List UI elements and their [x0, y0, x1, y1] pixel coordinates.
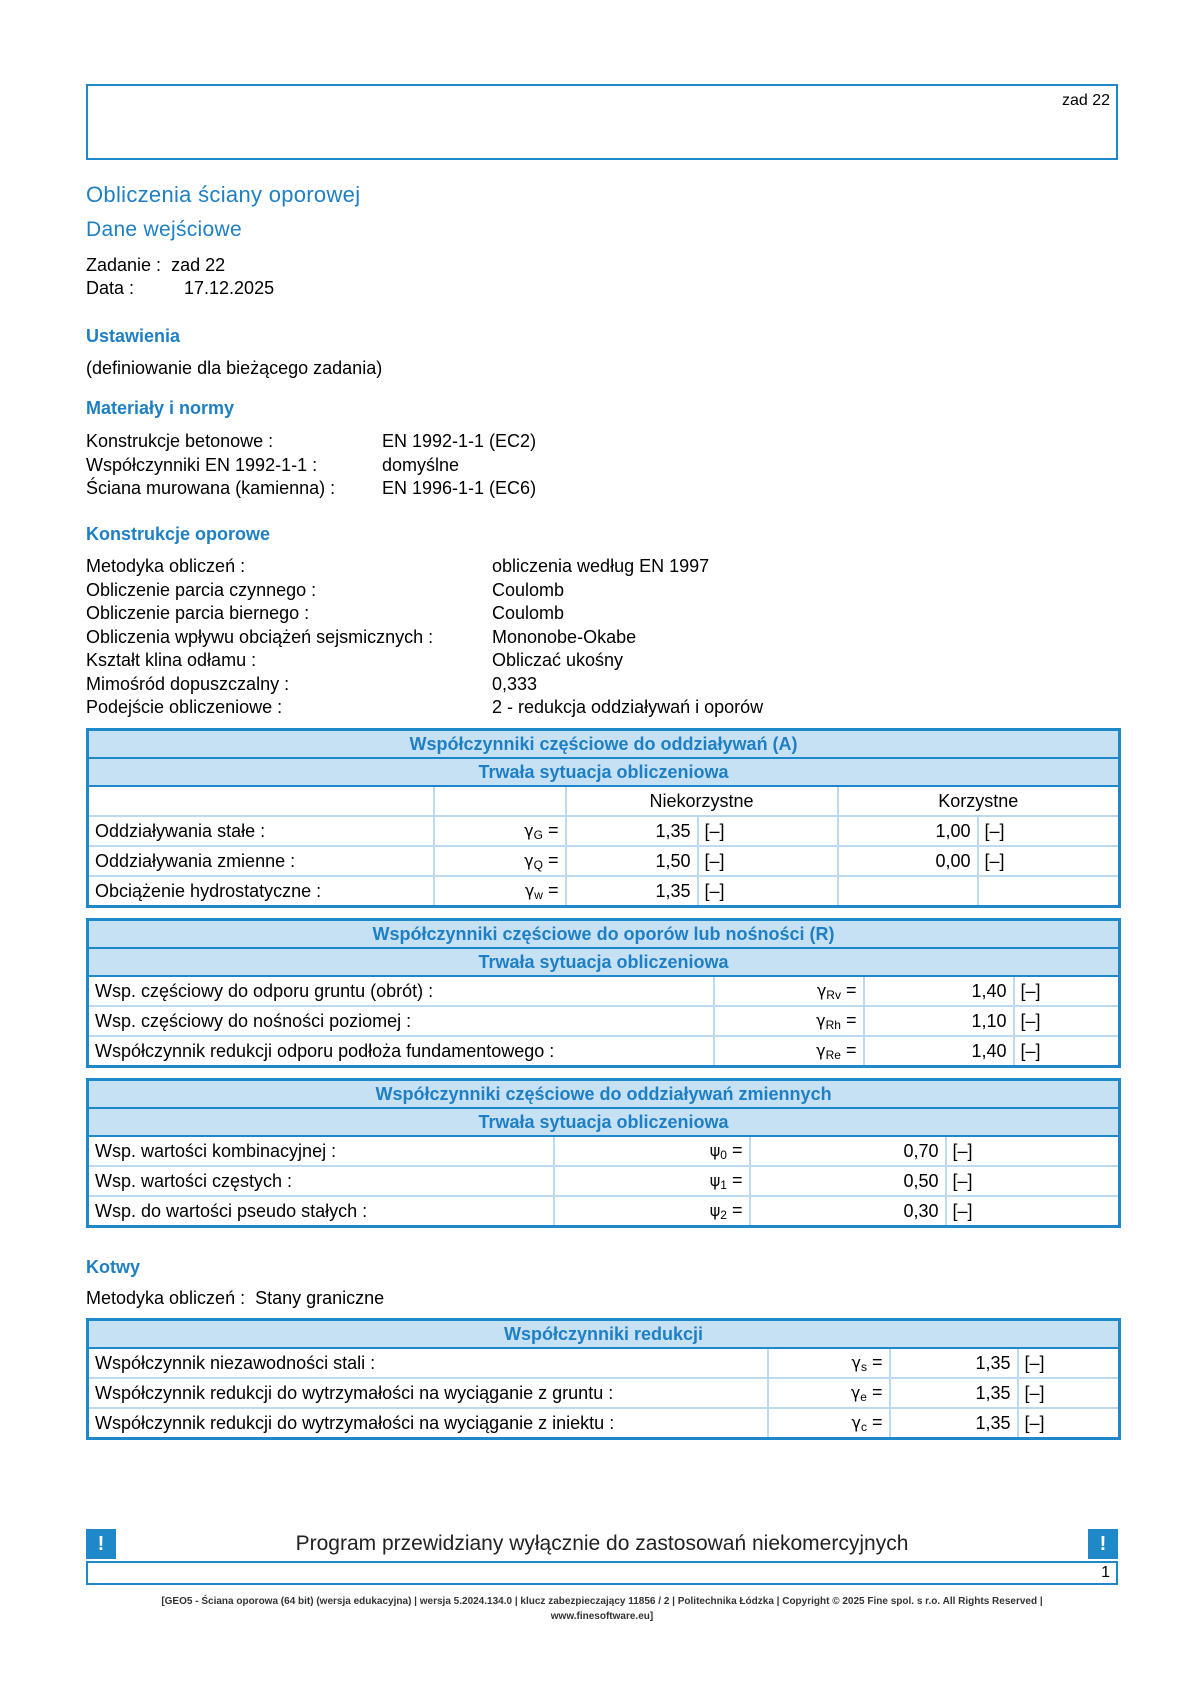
partial-factors-variable-table — [86, 1078, 1121, 1228]
col-unfavourable: Niekorzystne — [566, 786, 838, 816]
header-tag: zad 22 — [1061, 92, 1110, 109]
table-row: Współczynnik redukcji do wytrzymałości na wyciąganie z gruntu : $\gamma_e$ = 1,35 [–] — [88, 1378, 1120, 1408]
partial-factors-actions-table — [86, 728, 1121, 908]
table-subtitle: Trwała sytuacja obliczeniowa — [88, 758, 1120, 786]
table-subtitle: Trwała sytuacja obliczeniowa — [88, 948, 1120, 976]
table-row: Oddziaływania stałe : $\gamma_G$ = 1,35 [–] 1,00 [–] — [88, 816, 1120, 846]
retaining-list — [86, 555, 763, 720]
list-item: Obliczenie parcia czynnego : Coulomb — [86, 579, 565, 600]
page-title: Obliczenia ściany oporowej — [86, 182, 361, 207]
list-item: Podejście obliczeniowe : 2 - redukcja oddziaływań i oporów — [86, 697, 764, 717]
task-value: zad 22 — [171, 255, 226, 275]
table-row: Oddziaływania zmienne : $\gamma_Q$ = 1,50 [–] 0,00 [–] — [88, 846, 1120, 876]
table-row: Wsp. wartości kombinacyjnej : $\psi_0$ = 0,70 [–] — [88, 1136, 1120, 1166]
materials-list — [86, 430, 536, 501]
page-number-box — [86, 1561, 1118, 1585]
partial-factors-resistance-table — [86, 918, 1121, 1068]
table-row: Wsp. częściowy do odporu gruntu (obrót) : $\gamma_{Rv}$ = 1,40 [–] — [88, 976, 1120, 1006]
footer-line: www.finesoftware.eu] — [550, 1611, 654, 1622]
table-row: Wsp. wartości częstych : $\psi_1$ = 0,50 [–] — [88, 1166, 1120, 1196]
table-row: Współczynnik redukcji do wytrzymałości na wyciąganie z iniektu : $\gamma_c$ = 1,35 [–] — [88, 1408, 1120, 1439]
materials-title: Materiały i normy — [86, 398, 235, 418]
table-header-row — [88, 786, 1120, 816]
list-item: Kształt klina odłamu : Obliczać ukośny — [86, 650, 624, 670]
col-favourable: Korzystne — [838, 786, 1120, 816]
list-item: Obliczenia wpływu obciążeń sejsmicznych : Mononobe-Okabe — [86, 626, 637, 647]
table-row: Wsp. częściowy do nośności poziomej : $\gamma_{Rh}$ = 1,10 [–] — [88, 1006, 1120, 1036]
task-info — [86, 254, 274, 300]
date-label: Data : — [86, 278, 135, 298]
table-row: Obciążenie hydrostatyczne : $\gamma_w$ = 1,35 [–] — [88, 876, 1120, 907]
list-item: Ściana murowana (kamienna) : EN 1996-1-1 (EC6) — [86, 478, 537, 498]
table-title: Współczynniki częściowe do oddziaływań (A) — [88, 730, 1120, 759]
date-value: 17.12.2025 — [184, 278, 275, 298]
table-title: Współczynniki częściowe do oporów lub nośności (R) — [88, 920, 1120, 949]
anchors-title: Kotwy — [86, 1257, 140, 1277]
task-label: Zadanie : — [86, 255, 162, 275]
anchors-method: Metodyka obliczeń : Stany graniczne — [86, 1288, 385, 1308]
notice-text: Program przewidziany wyłącznie do zastosowań niekomercyjnych — [295, 1532, 909, 1555]
settings-note: (definiowanie dla bieżącego zadania) — [86, 358, 383, 378]
input-section-title: Dane wejściowe — [86, 218, 242, 241]
list-item: Mimośród dopuszczalny : 0,333 — [86, 673, 538, 694]
list-item: Konstrukcje betonowe : EN 1992-1-1 (EC2) — [86, 431, 537, 451]
reduction-factors-table — [86, 1318, 1121, 1440]
table-title: Współczynniki częściowe do oddziaływań zmiennych — [88, 1080, 1120, 1109]
table-subtitle: Trwała sytuacja obliczeniowa — [88, 1108, 1120, 1136]
notice-bar — [86, 1529, 1118, 1559]
table-title: Współczynniki redukcji — [88, 1320, 1120, 1349]
settings-title: Ustawienia — [86, 326, 181, 346]
list-item: Obliczenie parcia biernego : Coulomb — [86, 603, 565, 623]
warning-icon: ! — [1088, 1529, 1118, 1559]
footer — [86, 1594, 1118, 1624]
page-number: 1 — [1101, 1564, 1110, 1581]
table-row: Współczynnik niezawodności stali : $\gamma_s$ = 1,35 [–] — [88, 1348, 1120, 1378]
table-row: Współczynnik redukcji odporu podłoża fundamentowego : $\gamma_{Re}$ = 1,40 [–] — [88, 1036, 1120, 1067]
footer-line: [GEO5 - Ściana oporowa (64 bit) (wersja edukacyjna) | wersja 5.2024.134.0 | klucz zabezpieczający 11856 / 2 | Politechnika Łódzka | Copyright © 2025 Fine spol. s r.o. All Rights Reserved | — [161, 1596, 1043, 1607]
warning-icon: ! — [86, 1529, 116, 1559]
list-item: Metodyka obliczeń : obliczenia według EN 1997 — [86, 556, 710, 576]
table-row: Wsp. do wartości pseudo stałych : $\psi_2$ = 0,30 [–] — [88, 1196, 1120, 1227]
list-item: Współczynniki EN 1992-1-1 : domyślne — [86, 454, 460, 475]
retaining-title: Konstrukcje oporowe — [86, 524, 271, 544]
header-box — [86, 84, 1118, 160]
